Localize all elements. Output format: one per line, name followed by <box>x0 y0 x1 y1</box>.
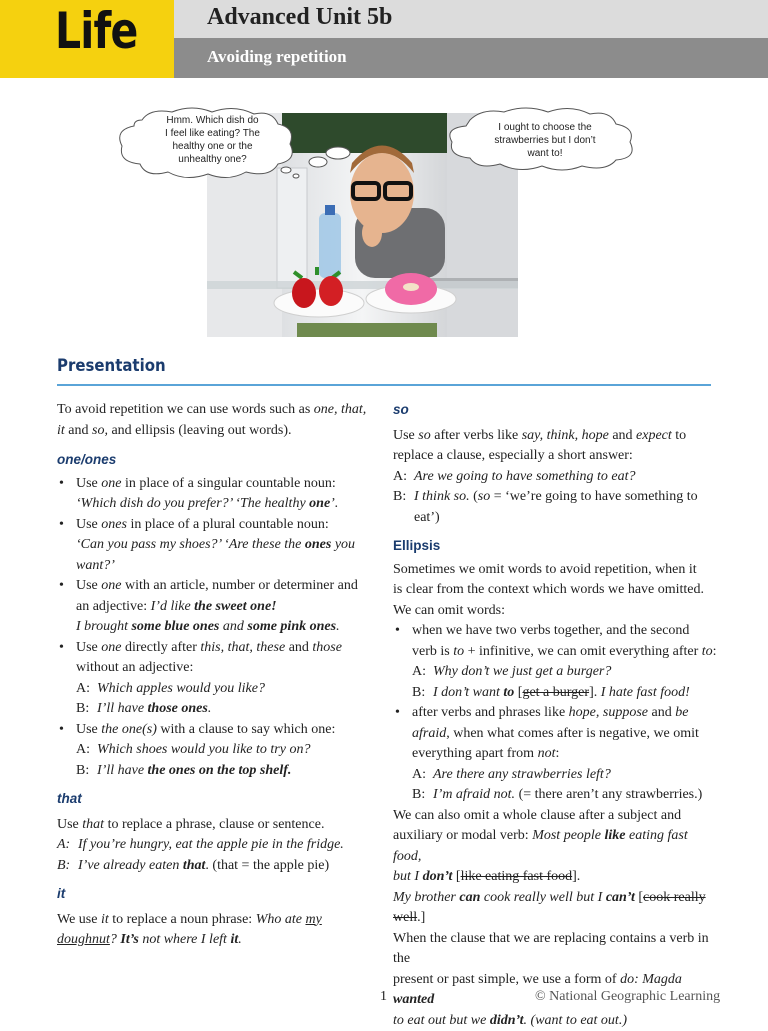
that-paragraph <box>57 815 379 836</box>
text: those ones <box>148 701 208 716</box>
text: that <box>183 858 206 873</box>
text: everything apart from <box>412 746 538 761</box>
text: We can omit words: <box>393 603 505 618</box>
text: it <box>57 423 65 438</box>
example-line <box>412 765 718 786</box>
speaker-label: B: <box>76 699 97 720</box>
list-item <box>393 621 718 703</box>
list-item <box>57 638 379 720</box>
text: Sometimes we omit words to avoid repetition, when it <box>393 562 697 577</box>
text: can’t <box>606 890 635 905</box>
example-line <box>393 467 718 488</box>
left-column <box>57 400 379 951</box>
text: like eating fast food <box>461 869 573 884</box>
text: I think so. <box>414 489 470 504</box>
speaker-label: B: <box>412 785 433 806</box>
text: to eat out but we <box>393 1013 490 1028</box>
heading-ellipsis: Ellipsis <box>393 536 718 557</box>
text: get a burger <box>522 685 589 700</box>
text: To avoid repetition we can use words such as <box>57 402 314 417</box>
list-item <box>57 576 379 638</box>
text: [ <box>514 685 522 700</box>
text: Are there any strawberries left? <box>433 765 611 786</box>
text: after verbs like <box>431 428 522 443</box>
text: ? <box>110 932 121 947</box>
text: I’d like <box>151 599 195 614</box>
text: afraid <box>412 726 446 741</box>
text: (= there aren’t any strawberries.) <box>515 787 702 802</box>
text: My brother <box>393 890 459 905</box>
text: and <box>648 705 675 720</box>
it-paragraph <box>57 910 379 951</box>
text: one <box>101 578 121 593</box>
text: not <box>538 746 556 761</box>
text: . (want to eat out.) <box>524 1013 627 1028</box>
so-paragraph <box>393 426 718 467</box>
copyright: © National Geographic Learning <box>535 989 720 1005</box>
text: Are we going to have something to eat? <box>414 467 636 488</box>
text: ]. <box>589 685 601 700</box>
text: with a clause to say which one: <box>157 722 335 737</box>
speaker-label: B: <box>76 761 97 782</box>
text: didn’t <box>490 1013 524 1028</box>
text: Use <box>393 428 418 443</box>
text: it <box>230 932 238 947</box>
text: the one(s) <box>101 722 157 737</box>
text: + infinitive, we can omit everything after <box>464 644 702 659</box>
text: in place of a plural countable noun: <box>127 517 329 532</box>
speaker-label: B: <box>393 487 414 528</box>
text: one <box>101 476 121 491</box>
text: Use <box>76 640 101 655</box>
text: this, that, these <box>200 640 285 655</box>
text: . <box>238 932 242 947</box>
text: to <box>503 685 514 700</box>
text: well <box>393 910 417 925</box>
text: my <box>305 912 321 927</box>
text: not where I left <box>139 932 231 947</box>
text: to <box>672 428 686 443</box>
text: auxiliary or modal verb: <box>393 828 532 843</box>
text: when we have two verbs together, and the second <box>412 623 689 638</box>
example-line <box>393 487 718 528</box>
text: be <box>675 705 688 720</box>
text: one <box>309 496 330 511</box>
text: : <box>713 644 717 659</box>
text: Who ate <box>256 912 306 927</box>
text: say, think, hope <box>522 428 609 443</box>
text: Why don’t we just get a burger? <box>433 662 611 683</box>
thought-line: strawberries but I don’t <box>480 134 610 147</box>
text: hope, suppose <box>569 705 648 720</box>
text: and <box>219 619 247 634</box>
text: If you’re hungry, eat the apple pie in the fridge. <box>78 835 344 856</box>
page-subtitle: Avoiding repetition <box>207 47 347 67</box>
example-line <box>76 740 379 761</box>
text: replace a clause, especially a short answer: <box>393 448 633 463</box>
text: ]. <box>572 869 580 884</box>
ellipsis-paragraph <box>393 560 718 622</box>
text: an adjective: <box>76 599 151 614</box>
text: ‘Can you pass my shoes?’ ‘Are these the <box>76 537 305 552</box>
text: ( <box>470 489 478 504</box>
text: and <box>65 423 92 438</box>
text: directly after <box>122 640 201 655</box>
text: in place of a singular countable noun: <box>122 476 336 491</box>
text: do: Magda <box>620 972 682 987</box>
text: , when what comes after is negative, we omit <box>446 726 699 741</box>
example-line <box>57 835 379 856</box>
list-item <box>57 515 379 577</box>
text: Use <box>76 722 101 737</box>
text: present or past simple, we use a form of <box>393 972 620 987</box>
text: verb is <box>412 644 453 659</box>
page-number: 1 <box>380 989 387 1005</box>
text: cook really <box>643 890 706 905</box>
text: eating fast food, <box>393 828 688 864</box>
speaker-label: A: <box>57 835 78 856</box>
thought-line: want to! <box>480 147 610 160</box>
text: Which apples would you like? <box>97 679 265 700</box>
text: I’ll have <box>97 763 148 778</box>
thought-line: healthy one or the <box>140 140 285 153</box>
text: When the clause that we are replacing contains a verb in the <box>393 931 709 967</box>
text: the ones on the top shelf. <box>148 763 292 778</box>
text: I’m afraid not. <box>433 787 515 802</box>
text: .] <box>417 910 425 925</box>
text: I don’t want <box>433 685 503 700</box>
text: with an article, number or determiner and <box>122 578 358 593</box>
heading-so: so <box>393 400 718 421</box>
text: and <box>285 640 312 655</box>
text: . <box>208 701 212 716</box>
text: to replace a noun phrase: <box>109 912 256 927</box>
text: We can also omit a whole clause after a subject and <box>393 808 681 823</box>
speaker-label: B: <box>57 856 78 877</box>
text: It’s <box>120 932 138 947</box>
example-line <box>76 679 379 700</box>
example-line <box>412 785 718 806</box>
example-line <box>76 761 379 782</box>
text: = ‘we’re going to have something to eat’) <box>414 489 698 525</box>
text: Which shoes would you like to try on? <box>97 740 310 761</box>
text: doughnut <box>57 932 110 947</box>
text: Use <box>76 578 101 593</box>
section-divider <box>57 384 711 386</box>
text: some pink ones <box>247 619 336 634</box>
text: ones <box>305 537 331 552</box>
text: don’t <box>423 869 453 884</box>
text: is clear from the context which words we have omitted. <box>393 582 704 597</box>
speaker-label: A: <box>412 662 433 683</box>
text: ’. <box>330 496 338 511</box>
text: some blue ones <box>131 619 219 634</box>
speaker-label: A: <box>76 679 97 700</box>
text: I brought <box>76 619 131 634</box>
heading-it: it <box>57 884 379 905</box>
text: it <box>101 912 109 927</box>
clause-paragraph <box>393 806 718 929</box>
text: after verbs and phrases like <box>412 705 569 720</box>
text: Most people <box>532 828 604 843</box>
text: you want?’ <box>76 537 355 573</box>
text: so, <box>92 423 108 438</box>
thought-line: unhealthy one? <box>140 153 285 166</box>
text: expect <box>636 428 672 443</box>
text: without an adjective: <box>76 660 193 675</box>
text: Use <box>76 517 101 532</box>
text: Use <box>57 817 82 832</box>
text: and <box>609 428 636 443</box>
text: [ <box>452 869 460 884</box>
intro-paragraph <box>57 400 379 441</box>
example-line <box>412 683 718 704</box>
speaker-label: A: <box>76 740 97 761</box>
text: those <box>312 640 342 655</box>
text: like <box>605 828 626 843</box>
brand-logo: Life <box>55 2 138 60</box>
do-paragraph <box>393 929 718 1031</box>
speaker-label: A: <box>393 467 414 488</box>
text: Use <box>76 476 101 491</box>
example-line <box>57 856 379 877</box>
section-title: Presentation <box>57 356 166 376</box>
text: I hate fast food! <box>601 685 690 700</box>
text: to replace a phrase, clause or sentence. <box>104 817 324 832</box>
text: can <box>459 890 480 905</box>
text: We use <box>57 912 101 927</box>
text: ones <box>101 517 127 532</box>
thought-line: I ought to choose the <box>480 121 610 134</box>
thought-line: I feel like eating? The <box>140 127 285 140</box>
text: so <box>478 489 490 504</box>
thought-text-right <box>480 121 610 160</box>
text: wanted <box>393 992 434 1007</box>
text: I’ll have <box>97 701 148 716</box>
text: one <box>101 640 121 655</box>
list-item <box>57 720 379 782</box>
text: the sweet one! <box>194 599 276 614</box>
text: cook really well but I <box>480 890 605 905</box>
text: I’ve already eaten <box>78 858 183 873</box>
text: to <box>702 644 713 659</box>
text: ‘Which dish do you prefer?’ ‘The healthy <box>76 496 309 511</box>
thought-line: Hmm. Which dish do <box>140 114 285 127</box>
text: [ <box>635 890 643 905</box>
speaker-label: A: <box>412 765 433 786</box>
text: that <box>82 817 104 832</box>
text: so <box>418 428 430 443</box>
heading-one-ones: one/ones <box>57 450 379 471</box>
speaker-label: B: <box>412 683 433 704</box>
text: one, that, <box>314 402 367 417</box>
example-line <box>412 662 718 683</box>
list-item <box>393 703 718 806</box>
text: : <box>555 746 559 761</box>
heading-that: that <box>57 789 379 810</box>
text: to <box>453 644 464 659</box>
text: . <box>336 619 340 634</box>
text: but I <box>393 869 423 884</box>
text: . (that = the apple pie) <box>205 858 329 873</box>
example-line <box>76 699 379 720</box>
thought-text-left <box>140 114 285 166</box>
right-column <box>393 400 718 1031</box>
page-title: Advanced Unit 5b <box>207 4 392 31</box>
list-item <box>57 474 379 515</box>
text: and ellipsis (leaving out words). <box>108 423 292 438</box>
